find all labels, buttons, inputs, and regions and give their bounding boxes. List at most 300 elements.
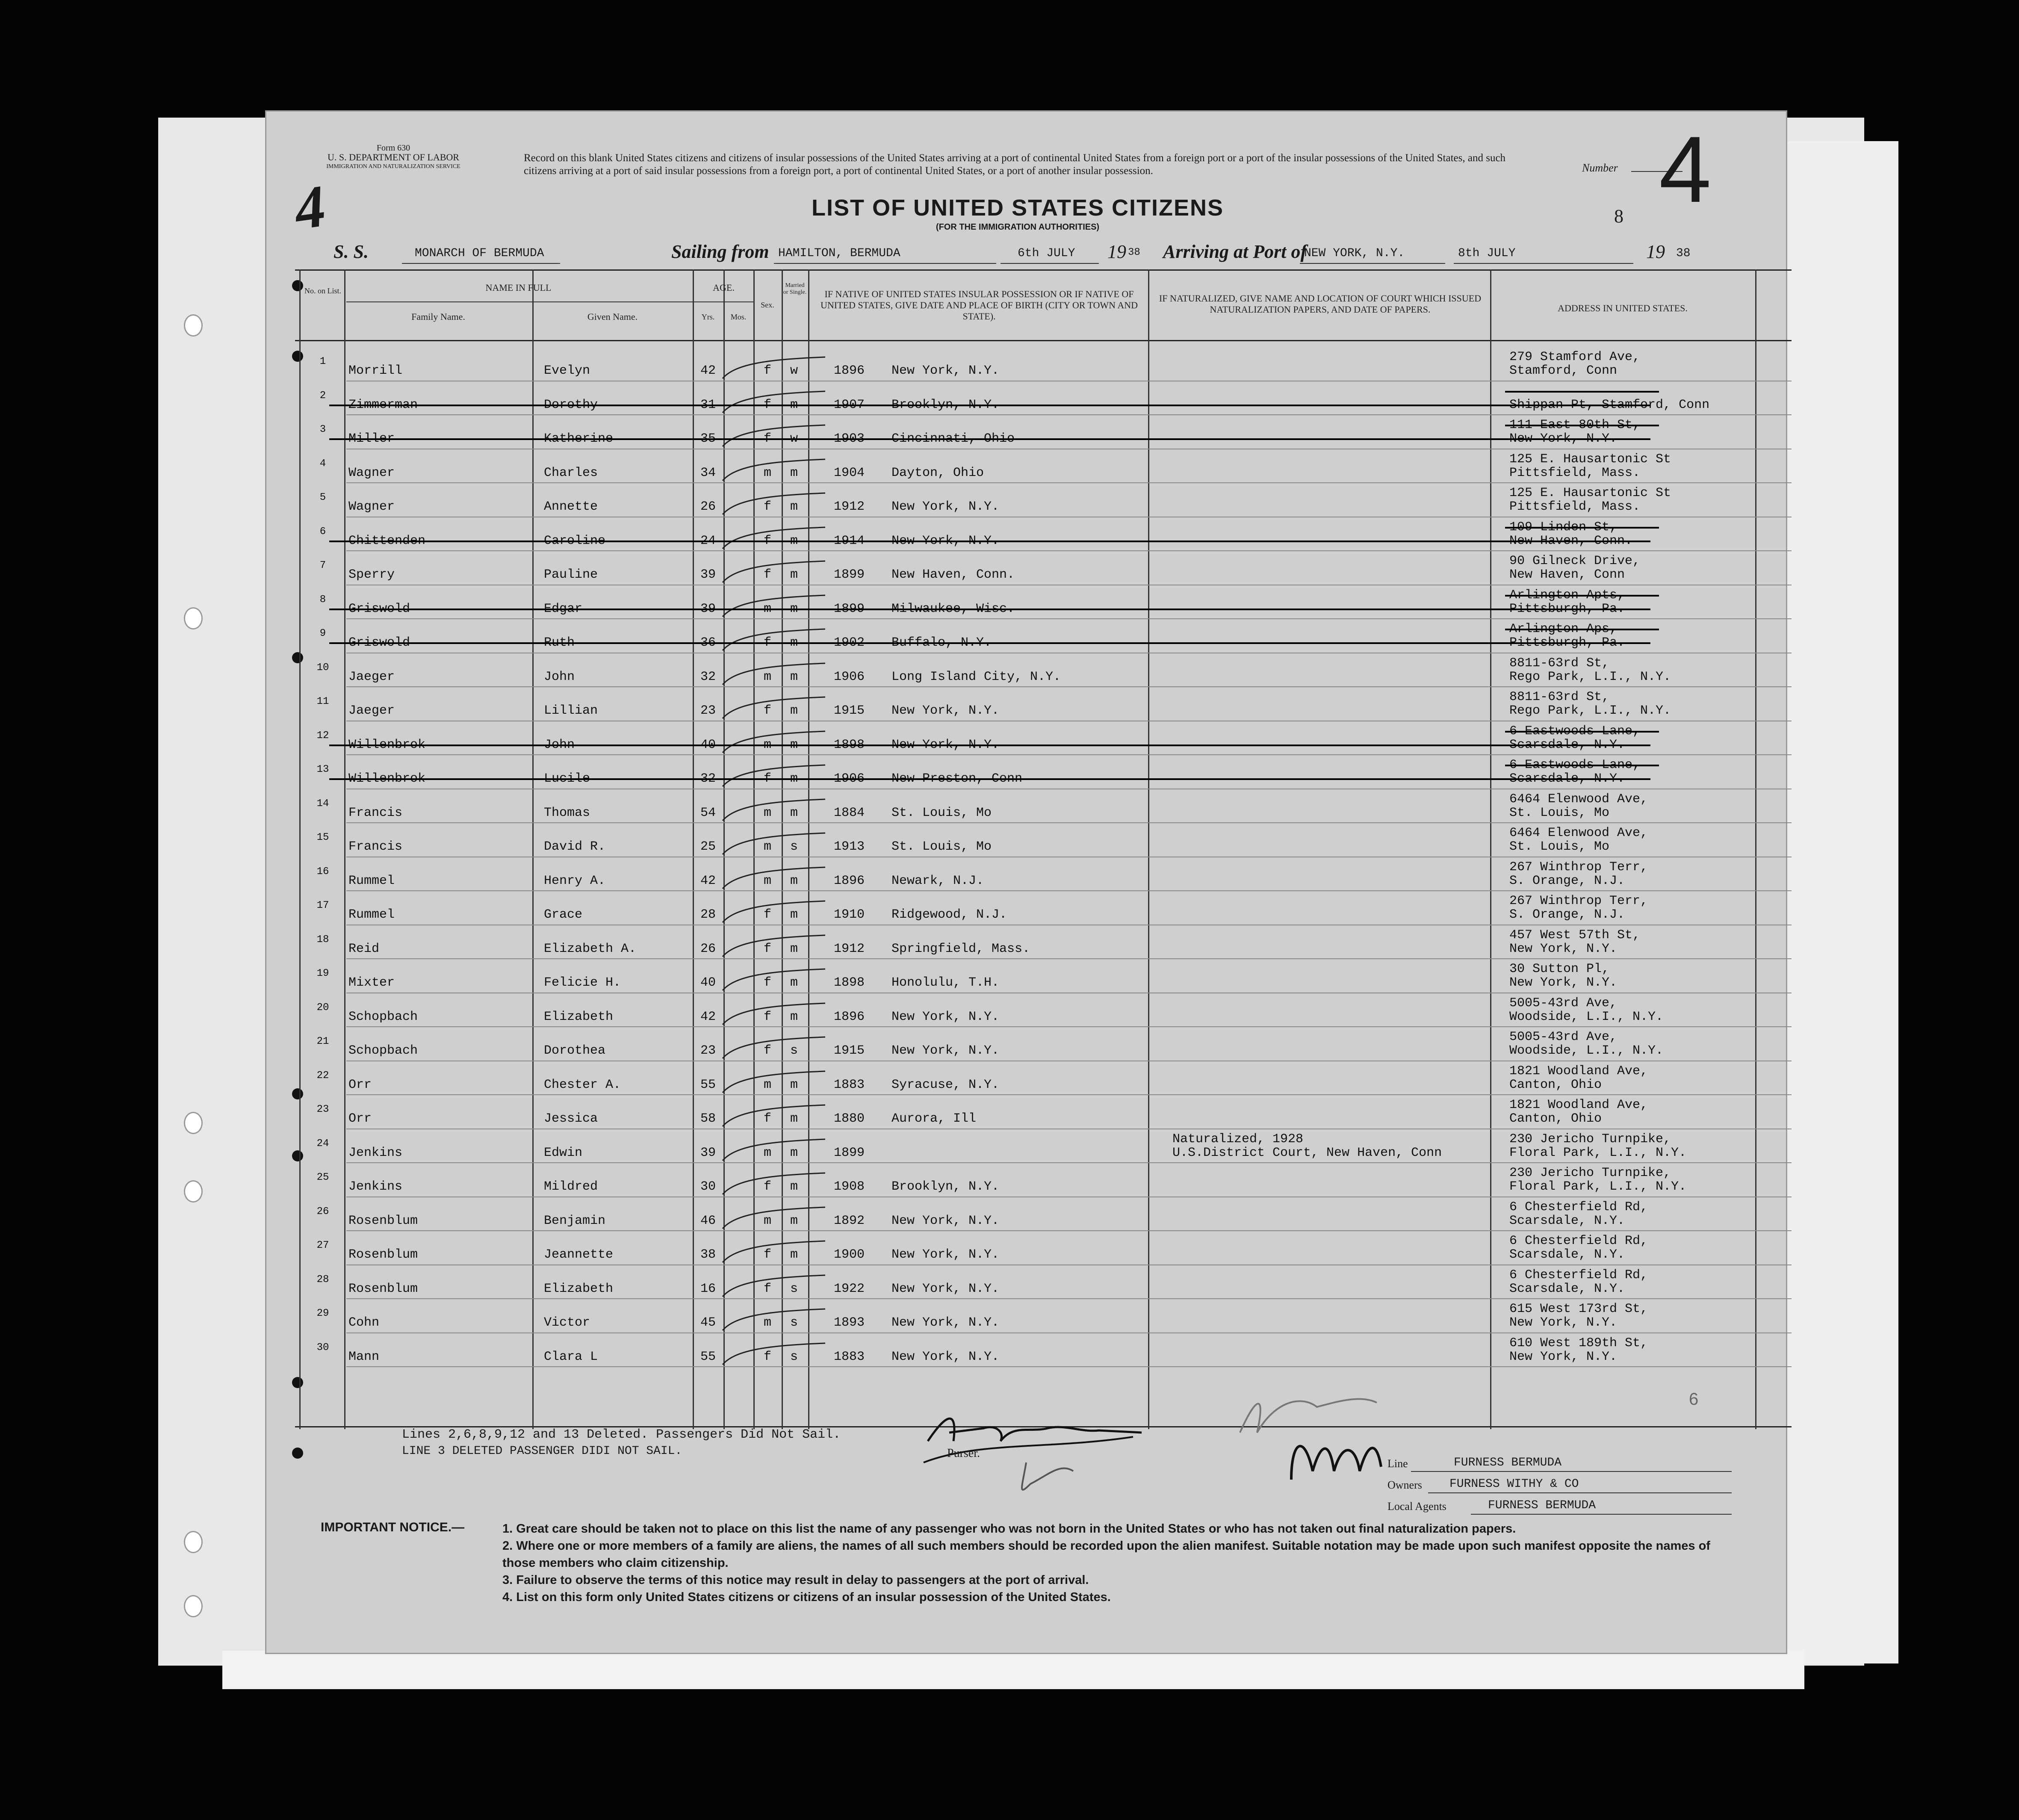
birth-place: New York, N.Y.	[891, 1247, 1000, 1262]
age-years: 26	[700, 499, 716, 514]
address-line1: 5005-43rd Ave,	[1509, 996, 1618, 1010]
address-strikethrough	[1505, 391, 1659, 393]
address-line2: Pittsburgh, Pa.	[1509, 635, 1625, 650]
address-line1: 111 East 80th St,	[1509, 418, 1641, 432]
family-name: Orr	[348, 1111, 372, 1126]
address-line1: Arlington Aps,	[1509, 622, 1618, 636]
marital-status: m	[790, 397, 798, 412]
given-name: Pauline	[544, 567, 598, 582]
age-years: 26	[700, 941, 716, 956]
birth-year: 1912	[834, 941, 865, 956]
given-name: Elizabeth A.	[544, 941, 637, 956]
marital-status: s	[790, 839, 798, 854]
inspection-tick	[718, 1341, 829, 1367]
form-agency-block	[308, 143, 479, 171]
address-line2: Woodside, L.I., N.Y.	[1509, 1009, 1664, 1024]
birth-place: Aurora, Ill	[891, 1111, 977, 1126]
birth-year: 1883	[834, 1349, 865, 1364]
given-name: Elizabeth	[544, 1009, 614, 1024]
family-name: Mixter	[348, 975, 395, 990]
row-number: 16	[316, 866, 329, 878]
notice-label: IMPORTANT NOTICE.—	[321, 1520, 465, 1534]
row-rule	[346, 550, 1792, 551]
agents-underline	[1471, 1514, 1732, 1515]
header-family-name: Family Name.	[411, 311, 465, 322]
page-mark: 6	[1689, 1390, 1699, 1409]
given-name: Chester A.	[544, 1077, 621, 1092]
address-line2: Shippan Pt, Stamford, Conn	[1509, 397, 1710, 412]
age-years: 23	[700, 1043, 716, 1058]
age-years: 16	[700, 1281, 716, 1296]
column-divider	[1755, 269, 1756, 1429]
marital-status: m	[790, 1009, 798, 1024]
inspection-tick	[718, 797, 829, 823]
binder-hole	[184, 314, 203, 337]
address-line1: 457 West 57th St,	[1509, 928, 1641, 942]
punch-dot	[292, 652, 303, 663]
binder-hole	[184, 1112, 203, 1134]
age-years: 42	[700, 873, 716, 888]
birth-year: 1902	[834, 635, 865, 650]
address-line2: St. Louis, Mo	[1509, 805, 1610, 820]
address-line1: 8811-63rd St,	[1509, 690, 1610, 704]
address-line1: 90 Gilneck Drive,	[1509, 554, 1641, 568]
sailing-year-prefix: 19	[1107, 241, 1126, 262]
inspection-tick	[718, 423, 829, 449]
agents-label: Local Agents	[1387, 1500, 1446, 1513]
age-years: 39	[700, 567, 716, 582]
service-name: IMMIGRATION AND NATURALIZATION SERVICE	[326, 163, 460, 170]
purser-signature	[919, 1390, 1159, 1501]
birth-year: 1898	[834, 975, 865, 990]
address-strikethrough	[1505, 527, 1659, 529]
row-number: 6	[319, 526, 326, 538]
deletion-strikethrough	[329, 778, 1650, 780]
row-number: 21	[316, 1036, 329, 1047]
birth-place: Syracuse, N.Y.	[891, 1077, 1000, 1092]
deletion-note: Lines 2,6,8,9,12 and 13 Deleted. Passengers Did Not Sail.	[402, 1427, 841, 1442]
punch-dot	[292, 351, 303, 362]
row-number: 15	[316, 832, 329, 843]
marital-status: m	[790, 907, 798, 922]
row-rule	[346, 958, 1792, 959]
age-years: 54	[700, 805, 716, 820]
family-name: Cohn	[348, 1315, 380, 1330]
marital-status: m	[790, 533, 798, 548]
address-line2: Scarsdale, N.Y.	[1509, 1247, 1625, 1262]
family-name: Morrill	[348, 363, 403, 378]
birth-place: Milwaukee, Wisc.	[891, 601, 1015, 616]
address-line1: 230 Jericho Turnpike,	[1509, 1132, 1671, 1146]
row-number: 11	[316, 696, 329, 707]
departure-port: HAMILTON, BERMUDA	[778, 247, 900, 260]
address-line1: 6 Chesterfield Rd,	[1509, 1234, 1648, 1248]
age-years: 31	[700, 397, 716, 412]
row-number: 17	[316, 900, 329, 911]
sex-code: f	[763, 1179, 771, 1194]
birth-place: New York, N.Y.	[891, 363, 1000, 378]
birth-year: 1884	[834, 805, 865, 820]
row-rule	[346, 1230, 1792, 1231]
family-name: Francis	[348, 839, 403, 854]
address-line1: 615 West 173rd St,	[1509, 1302, 1648, 1316]
purser-label: Purser.	[947, 1447, 980, 1460]
deletion-strikethrough	[329, 609, 1650, 610]
notice-item: 2. Where one or more members of a family are aliens, the names of all such members should be recorded upon the alien manifest. Suitable notation may be made upon such manifest opposite the names of those members who claim citizenship.	[502, 1539, 1710, 1570]
sex-code: f	[763, 1349, 771, 1364]
address-line2: New York, N.Y.	[1509, 975, 1618, 990]
birth-year: 1899	[834, 567, 865, 582]
row-number: 5	[319, 492, 326, 503]
arrival-date: 8th JULY	[1458, 247, 1516, 260]
row-rule	[346, 1026, 1792, 1027]
address-line2: Rego Park, L.I., N.Y.	[1509, 703, 1671, 718]
address-line1: Arlington Apts,	[1509, 588, 1625, 603]
inspection-tick	[718, 457, 829, 483]
form-title: LIST OF UNITED STATES CITIZENS	[812, 195, 1224, 221]
column-divider	[344, 269, 345, 1429]
birth-year: 1904	[834, 465, 865, 480]
birth-year: 1883	[834, 1077, 865, 1092]
address-line1: 125 E. Hausartonic St	[1509, 486, 1671, 500]
row-number: 4	[319, 458, 326, 470]
arriving-label: Arriving at Port of	[1163, 241, 1307, 262]
birth-year: 1906	[834, 669, 865, 684]
address-line1: 610 West 189th St,	[1509, 1335, 1648, 1350]
column-divider	[1148, 269, 1149, 1429]
deletion-strikethrough	[329, 745, 1650, 746]
inspection-tick	[718, 729, 829, 755]
inspection-tick	[718, 1035, 829, 1061]
family-name: Jenkins	[348, 1145, 403, 1160]
inspection-tick	[718, 1273, 829, 1299]
form-number: Form 630	[376, 143, 410, 153]
birth-place: New Preston, Conn	[891, 771, 1023, 786]
sex-code: m	[763, 601, 771, 616]
inspection-tick	[718, 1103, 829, 1129]
birth-place: Dayton, Ohio	[891, 465, 984, 480]
age-years: 42	[700, 1009, 716, 1024]
header-age: AGE.	[713, 282, 735, 293]
given-name: Katherine	[544, 431, 614, 446]
address-line2: St. Louis, Mo	[1509, 839, 1610, 854]
family-name: Rummel	[348, 907, 395, 922]
address-strikethrough	[1505, 765, 1659, 766]
marital-status: w	[790, 363, 798, 378]
family-name: Reid	[348, 941, 380, 956]
row-number: 26	[316, 1205, 329, 1217]
birth-place: Cincinnati, Ohio	[891, 431, 1015, 446]
row-number: 7	[319, 560, 326, 571]
header-list-number: No. on List.	[304, 287, 341, 295]
ss-label: S. S.	[334, 241, 369, 262]
row-number: 25	[316, 1172, 329, 1183]
inspection-tick	[718, 1137, 829, 1163]
address-line1: 267 Winthrop Terr,	[1509, 860, 1648, 875]
ship-underline	[402, 263, 560, 264]
notice-item: 1. Great care should be taken not to place on this list the name of any passenger who was not born in the United States or who has not taken out final naturalization papers.	[502, 1522, 1516, 1536]
given-name: Henry A.	[544, 873, 606, 888]
birth-year: 1906	[834, 771, 865, 786]
given-name: Thomas	[544, 805, 590, 820]
birth-year: 1899	[834, 1145, 865, 1160]
sex-code: f	[763, 533, 771, 548]
birth-year: 1922	[834, 1281, 865, 1296]
underlying-sheet-bottom	[222, 1651, 1804, 1689]
address-line1: 6 Eastwoods Lane,	[1509, 724, 1641, 739]
marital-status: m	[790, 1077, 798, 1092]
inspection-tick	[718, 933, 829, 959]
birth-place: St. Louis, Mo	[891, 805, 992, 820]
header-months: Mos.	[730, 313, 747, 321]
voyage-line	[334, 241, 1723, 266]
family-name: Rummel	[348, 873, 395, 888]
list-number: 4	[1659, 117, 1712, 222]
header-birth: IF NATIVE OF UNITED STATES INSULAR POSSESSION OR IF NATIVE OF UNITED STATES, GIVE DATE AND PLACE OF BIRTH (CITY OR TOWN AND STATE).	[820, 289, 1138, 322]
family-name: Willenbrok	[348, 737, 426, 752]
binder-hole	[184, 1595, 203, 1617]
address-line1: 125 E. Hausartonic St	[1509, 452, 1671, 467]
sex-code: f	[763, 1009, 771, 1024]
family-name: Schopbach	[348, 1009, 418, 1024]
address-line1: 230 Jericho Turnpike,	[1509, 1166, 1671, 1180]
inspection-tick	[718, 899, 829, 925]
punch-dot	[292, 1448, 303, 1459]
family-name: Francis	[348, 805, 403, 820]
address-line2: Scarsdale, N.Y.	[1509, 771, 1625, 786]
naturalization-line2: U.S.District Court, New Haven, Conn	[1172, 1145, 1442, 1160]
arrival-year-prefix: 19	[1646, 241, 1665, 262]
address-line2: Pittsburgh, Pa.	[1509, 601, 1625, 616]
given-name: Lucile	[544, 771, 590, 786]
sex-code: m	[763, 465, 771, 480]
address-line1: 6464 Elenwood Ave,	[1509, 792, 1648, 807]
family-name: Zimmerman	[348, 397, 418, 412]
birth-year: 1908	[834, 1179, 865, 1194]
inspection-tick	[718, 593, 829, 619]
marital-status: m	[790, 567, 798, 582]
row-number: 3	[319, 424, 326, 435]
family-name: Mann	[348, 1349, 380, 1364]
row-number: 18	[316, 934, 329, 945]
address-line2: Pittsfield, Mass.	[1509, 499, 1641, 514]
address-line2: Floral Park, L.I., N.Y.	[1509, 1179, 1687, 1194]
age-years: 34	[700, 465, 716, 480]
address-line2: Scarsdale, N.Y.	[1509, 737, 1625, 752]
sex-code: f	[763, 907, 771, 922]
deletion-note-line3: LINE 3 DELETED PASSENGER DIDI NOT SAIL.	[402, 1445, 682, 1458]
address-strikethrough	[1505, 629, 1659, 630]
address-line1: 5005-43rd Ave,	[1509, 1030, 1618, 1044]
inspection-tick	[718, 389, 829, 415]
row-number: 28	[316, 1273, 329, 1285]
given-name: John	[544, 737, 575, 752]
given-name: Jeannette	[544, 1247, 614, 1262]
row-rule	[346, 1298, 1792, 1299]
row-rule	[346, 822, 1792, 823]
sex-code: f	[763, 975, 771, 990]
row-number: 9	[319, 628, 326, 639]
birth-place: Long Island City, N.Y.	[891, 669, 1061, 684]
address-line2: Floral Park, L.I., N.Y.	[1509, 1145, 1687, 1160]
birth-place: New York, N.Y.	[891, 1009, 1000, 1024]
header-years: Yrs.	[701, 313, 715, 321]
sex-code: m	[763, 1077, 771, 1092]
given-name: Annette	[544, 499, 598, 514]
inspection-tick	[718, 831, 829, 857]
sex-code: m	[763, 839, 771, 854]
age-years: 23	[700, 703, 716, 718]
family-name: Schopbach	[348, 1043, 418, 1058]
age-years: 55	[700, 1349, 716, 1364]
address-line1: 6 Chesterfield Rd,	[1509, 1200, 1648, 1214]
header-married-single: Married or Single.	[783, 282, 807, 295]
age-years: 32	[700, 669, 716, 684]
arrival-port: NEW YORK, N.Y.	[1304, 247, 1405, 260]
age-years: 40	[700, 975, 716, 990]
underlying-sheet-edge	[1787, 141, 1898, 1663]
punch-dot	[292, 1088, 303, 1099]
inspection-tick	[718, 1171, 829, 1197]
address-line2: S. Orange, N.J.	[1509, 873, 1625, 888]
marital-status: m	[790, 805, 798, 820]
header-given-name: Given Name.	[587, 311, 638, 322]
age-years: 58	[700, 1111, 716, 1126]
row-rule	[346, 482, 1792, 483]
row-number: 20	[316, 1002, 329, 1013]
family-name: Rosenblum	[348, 1281, 418, 1296]
address-line2: Canton, Ohio	[1509, 1077, 1602, 1092]
age-years: 38	[700, 1247, 716, 1262]
birth-place: New York, N.Y.	[891, 499, 1000, 514]
birth-place: New York, N.Y.	[891, 737, 1000, 752]
age-years: 36	[700, 635, 716, 650]
row-number: 1	[319, 356, 326, 367]
birth-year: 1915	[834, 703, 865, 718]
form-instructions: Record on this blank United States citizens and citizens of insular possessions of the United States arriving at a port of continental United States from a foreign port or a port of the insular possessions of the United States, and such citizens arriving at a port of said insular possessions from a foreign port, a port of continental United States, or a port of another insular possession.	[524, 152, 1506, 177]
marital-status: s	[790, 1043, 798, 1058]
given-name: John	[544, 669, 575, 684]
address-line2: S. Orange, N.J.	[1509, 907, 1625, 922]
sailing-label: Sailing from	[671, 241, 769, 262]
row-rule	[346, 414, 1792, 415]
address-line2: Pittsfield, Mass.	[1509, 465, 1641, 480]
family-name: Wagner	[348, 499, 395, 514]
address-line1: 1821 Woodland Ave,	[1509, 1098, 1648, 1112]
address-line2: New York, N.Y.	[1509, 431, 1618, 446]
marital-status: s	[790, 1281, 798, 1296]
inspection-tick	[718, 491, 829, 517]
sex-code: f	[763, 431, 771, 446]
agents-value: FURNESS BERMUDA	[1488, 1499, 1596, 1512]
row-rule	[346, 686, 1792, 687]
deletion-strikethrough	[329, 642, 1650, 644]
address-line2: New York, N.Y.	[1509, 1315, 1618, 1330]
sex-code: m	[763, 669, 771, 684]
inspection-tick	[718, 1001, 829, 1027]
row-number: 12	[316, 730, 329, 742]
birth-year: 1914	[834, 533, 865, 548]
row-number: 22	[316, 1070, 329, 1081]
marital-status: m	[790, 771, 798, 786]
owners-label: Owners	[1387, 1479, 1422, 1491]
number-annotation: 8	[1614, 206, 1623, 227]
header-sex: Sex.	[761, 301, 774, 309]
given-name: Clara L	[544, 1349, 598, 1364]
age-years: 28	[700, 907, 716, 922]
birth-place: New Haven, Conn.	[891, 567, 1015, 582]
inspection-tick	[718, 525, 829, 551]
marital-status: m	[790, 975, 798, 990]
age-years: 30	[700, 1179, 716, 1194]
row-number: 30	[316, 1341, 329, 1353]
punch-dot	[292, 1377, 303, 1388]
column-divider	[299, 269, 301, 1429]
given-name: Evelyn	[544, 363, 590, 378]
sex-code: f	[763, 567, 771, 582]
birth-place: Newark, N.J.	[891, 873, 984, 888]
column-divider	[532, 269, 534, 1429]
age-years: 55	[700, 1077, 716, 1092]
birth-place: New York, N.Y.	[891, 1213, 1000, 1228]
row-number: 27	[316, 1240, 329, 1251]
sex-code: f	[763, 499, 771, 514]
birth-place: Buffalo, N.Y.	[891, 635, 992, 650]
address-line2: New York, N.Y.	[1509, 1349, 1618, 1364]
inspection-tick	[718, 1307, 829, 1332]
birth-year: 1910	[834, 907, 865, 922]
address-line1: 279 Stamford Ave,	[1509, 350, 1641, 364]
family-name: Jaeger	[348, 669, 395, 684]
sex-code: f	[763, 397, 771, 412]
marital-status: s	[790, 1349, 798, 1364]
naturalization-line1: Naturalized, 1928	[1172, 1132, 1304, 1146]
address-line2: New Haven, Conn	[1509, 567, 1625, 582]
inspection-tick	[718, 967, 829, 993]
sailing-year: 38	[1128, 247, 1140, 258]
family-name: Sperry	[348, 567, 395, 582]
given-name: Lillian	[544, 703, 598, 718]
marital-status: m	[790, 873, 798, 888]
sex-code: f	[763, 363, 771, 378]
given-name: Ruth	[544, 635, 575, 650]
sex-code: f	[763, 635, 771, 650]
marital-status: m	[790, 1213, 798, 1228]
address-line2: New York, N.Y.	[1509, 941, 1618, 956]
age-years: 24	[700, 533, 716, 548]
given-name: David R.	[544, 839, 606, 854]
row-rule	[346, 1162, 1792, 1163]
marital-status: m	[790, 1247, 798, 1262]
notice-item: 3. Failure to observe the terms of this notice may result in delay to passengers at the port of arrival.	[502, 1573, 1089, 1587]
line-value: FURNESS BERMUDA	[1454, 1456, 1562, 1469]
address-line1: 1821 Woodland Ave,	[1509, 1064, 1648, 1078]
address-line2: Rego Park, L.I., N.Y.	[1509, 669, 1671, 684]
inspection-tick	[718, 695, 829, 721]
arrival-date-underline	[1454, 263, 1633, 264]
binder-hole	[184, 607, 203, 629]
address-line1: 30 Sutton Pl,	[1509, 962, 1610, 976]
address-line1: 6 Chesterfield Rd,	[1509, 1268, 1648, 1282]
given-name: Elizabeth	[544, 1281, 614, 1296]
birth-place: Ridgewood, N.J.	[891, 907, 1007, 922]
age-years: 46	[700, 1213, 716, 1228]
age-years: 40	[700, 737, 716, 752]
arrival-port-underline	[1300, 263, 1445, 264]
header-age-rule	[693, 301, 753, 302]
row-number: 13	[316, 764, 329, 775]
given-name: Grace	[544, 907, 583, 922]
